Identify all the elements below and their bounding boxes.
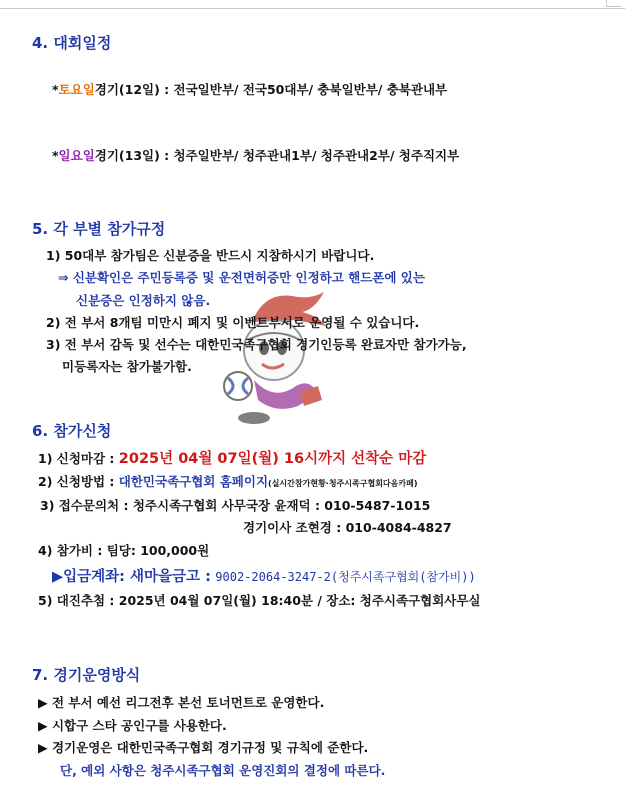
account-row: [52, 565, 476, 586]
section-4-title: 4. 대회일정: [32, 34, 112, 52]
schedule-sunday: [52, 146, 459, 164]
rule-line-3: 신분증은 인정하지 않음.: [76, 293, 211, 308]
section-5-title: 5. 각 부별 참가규정: [32, 220, 166, 238]
account-label: ▶입금계좌: 새마을금고 :: [52, 569, 211, 585]
contact-line-1: 3) 접수문의처 : 청주시족구협회 사무국장 윤재덕 : 010-5487-1015: [40, 498, 431, 513]
method-value: 대한민국족구협회 홈페이지: [118, 474, 269, 489]
contact-line-2: 경기이사 조현경 : 010-4084-4827: [243, 520, 452, 535]
rule-line-2: ⇒ 신분확인은 주민등록증 및 운전면허증만 인정하고 핸드폰에 있는: [58, 270, 425, 285]
sunday-detail: 경기(13일) : 청주일반부/ 청주관내1부/ 청주관내2부/ 청주직지부: [94, 148, 460, 163]
sunday-label: 일요일: [58, 148, 95, 163]
section-7-title: 7. 경기운영방식: [32, 666, 141, 684]
schedule-bullet: *: [52, 82, 59, 97]
account-value: 9002-2064-3247-2(청주시족구협회(참가비)): [215, 570, 476, 584]
saturday-detail: 경기(12일) : 전국일반부/ 전국50대부/ 충북일반부/ 충북관내부: [94, 82, 448, 97]
saturday-label: 토요일: [58, 82, 95, 97]
method-note: (실시간참가현황·청주시족구협회다음카페): [268, 479, 418, 488]
rule-line-5: 3) 전 부서 감독 및 선수는 대한민국족구협회 경기인등록 완료자만 참가가능,: [46, 337, 467, 352]
mascot-illustration: [214, 282, 334, 432]
operation-line-2: ▶ 시합구 스타 공인구를 사용한다.: [38, 718, 227, 733]
rule-line-4: 2) 전 부서 8개팀 미만시 폐지 및 이벤트부서로 운영될 수 있습니다.: [46, 315, 420, 330]
operation-line-4: 단, 예외 사항은 청주시족구협회 운영진회의 결정에 따른다.: [60, 763, 386, 778]
method-row: [38, 472, 418, 490]
method-label: 2) 신청방법 :: [38, 474, 115, 489]
section-6-title: 6. 참가신청: [32, 422, 112, 440]
page-frame-corner: [606, 0, 621, 7]
fee-line: 4) 참가비 : 팀당: 100,000원: [38, 543, 210, 558]
deadline-label: 1) 신청마감 :: [38, 451, 115, 466]
schedule-saturday: [52, 80, 447, 98]
schedule-bullet: *: [52, 148, 59, 163]
page-frame-top: [0, 0, 625, 9]
operation-line-1: ▶ 전 부서 예선 리그전후 본선 토너먼트로 운영한다.: [38, 695, 325, 710]
draw-line: 5) 대진추첨 : 2025년 04월 07일(월) 18:40분 / 장소: 청주시족구협회사무실: [38, 593, 481, 608]
deadline-row: [38, 447, 426, 468]
operation-line-3: ▶ 경기운영은 대한민국족구협회 경기규정 및 규칙에 준한다.: [38, 740, 369, 755]
deadline-value: 2025년 04월 07일(월) 16시까지 선착순 마감: [118, 451, 427, 467]
rule-line-1: 1) 50대부 참가팀은 신분증을 반드시 지참하시기 바랍니다.: [46, 248, 375, 263]
rule-line-6: 미등록자는 참가불가함.: [62, 359, 192, 374]
